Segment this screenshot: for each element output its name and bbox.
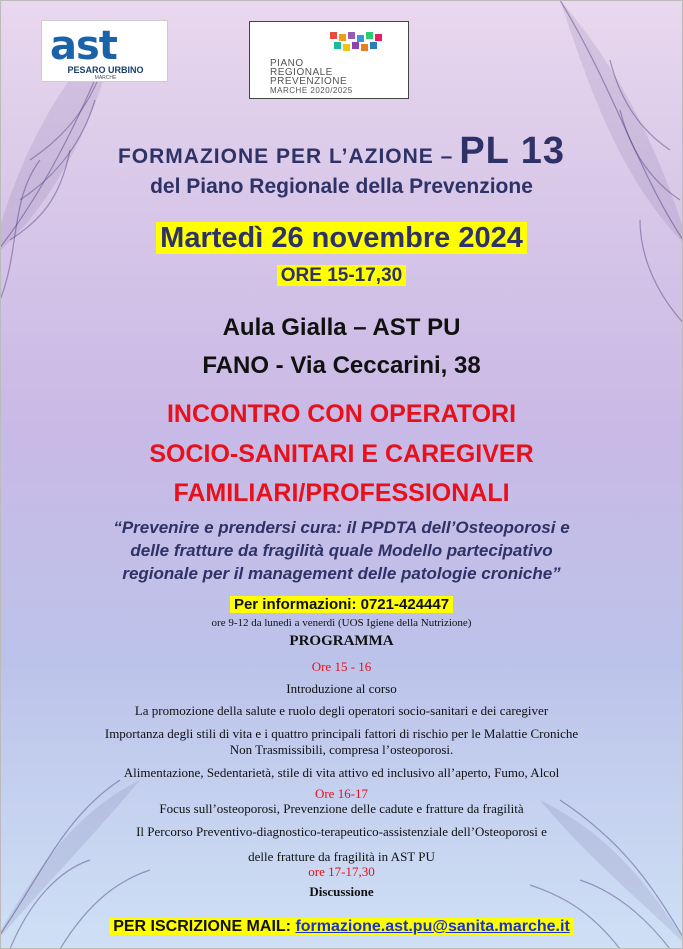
title-pl: PL 13 <box>459 130 566 172</box>
quote-line2: delle fratture da fragilità quale Modello partecipativo <box>130 541 553 560</box>
program-item: Focus sull’osteoporosi, Prevenzione delle cadute e fratture da fragilità <box>159 801 524 816</box>
program-item: Alimentazione, Sedentarietà, stile di vita attivo ed inclusivo all’aperto, Fumo, Alcol <box>123 765 560 780</box>
prp-logo-line2: REGIONALE <box>270 67 333 78</box>
event-date-text: Martedì 26 novembre 2024 <box>156 222 527 254</box>
headline-line3: FAMILIARI/PROFESSIONALI <box>173 479 510 507</box>
prp-logo-line4: MARCHE 2020/2025 <box>270 86 353 95</box>
program-slot3-time: ore 17-17,30 <box>308 864 375 879</box>
program-item: Importanza degli stili di vita e i quattro principali fattori di rischio per le Malattie Croniche <box>104 726 579 741</box>
ast-logo-sub: PESARO URBINO <box>67 65 144 75</box>
program-item: delle fratture da fragilità in AST PU <box>248 849 435 864</box>
info-hours: ore 9-12 da lunedì a venerdì (UOS Igiene della Nutrizione) <box>211 617 472 629</box>
event-time <box>0 265 683 287</box>
event-date <box>0 222 683 255</box>
event-time-text: ORE 15-17,30 <box>277 265 406 286</box>
info-phone-text: Per informazioni: 0721-424447 <box>230 596 453 613</box>
quote-line1: “Prevenire e prendersi cura: il PPDTA dell’Osteoporosi e <box>113 518 570 537</box>
program-item: La promozione della salute e ruolo degli operatori socio-sanitari e dei caregiver <box>134 703 549 718</box>
event-address: FANO - Via Ceccarini, 38 <box>202 352 481 379</box>
registration-email-box <box>109 918 574 935</box>
event-title <box>0 130 683 173</box>
prp-logo-line3: PREVENZIONE <box>270 76 348 87</box>
event-venue: Aula Gialla – AST PU <box>222 314 461 341</box>
ast-logo-text: ast <box>50 23 117 69</box>
prp-logo <box>249 21 409 99</box>
headline-line1: INCONTRO CON OPERATORI <box>166 400 517 428</box>
prp-logo-mosaic-icon <box>330 32 390 62</box>
program-item: Il Percorso Preventivo-diagnostico-terapeutico-assistenziale dell’Osteoporosi e <box>136 824 547 839</box>
event-subtitle: del Piano Regionale della Prevenzione <box>150 175 533 198</box>
registration-email <box>0 918 683 936</box>
title-prefix: FORMAZIONE PER L’AZIONE – <box>117 145 454 168</box>
quote-line3: regionale per il management delle patologie croniche” <box>122 564 561 583</box>
program-title: PROGRAMMA <box>289 633 394 649</box>
quote <box>0 516 683 585</box>
program-item: Introduzione al corso <box>286 681 397 696</box>
program-slot2-time: Ore 16-17 <box>314 786 369 801</box>
program-item: Discussione <box>309 884 374 899</box>
prp-logo-line1: PIANO <box>270 58 304 69</box>
registration-label: PER ISCRIZIONE MAIL: <box>113 918 296 935</box>
ast-logo <box>41 20 168 82</box>
info-phone <box>0 596 683 613</box>
headline-line2: SOCIO-SANITARI E CAREGIVER <box>149 440 534 468</box>
email-link[interactable]: formazione.ast.pu@sanita.marche.it <box>295 918 570 935</box>
program-item: Non Trasmissibili, compresa l’osteoporosi. <box>229 742 454 757</box>
program-slot1-time: Ore 15 - 16 <box>311 659 372 674</box>
ast-logo-region: MARCHE <box>94 75 117 81</box>
